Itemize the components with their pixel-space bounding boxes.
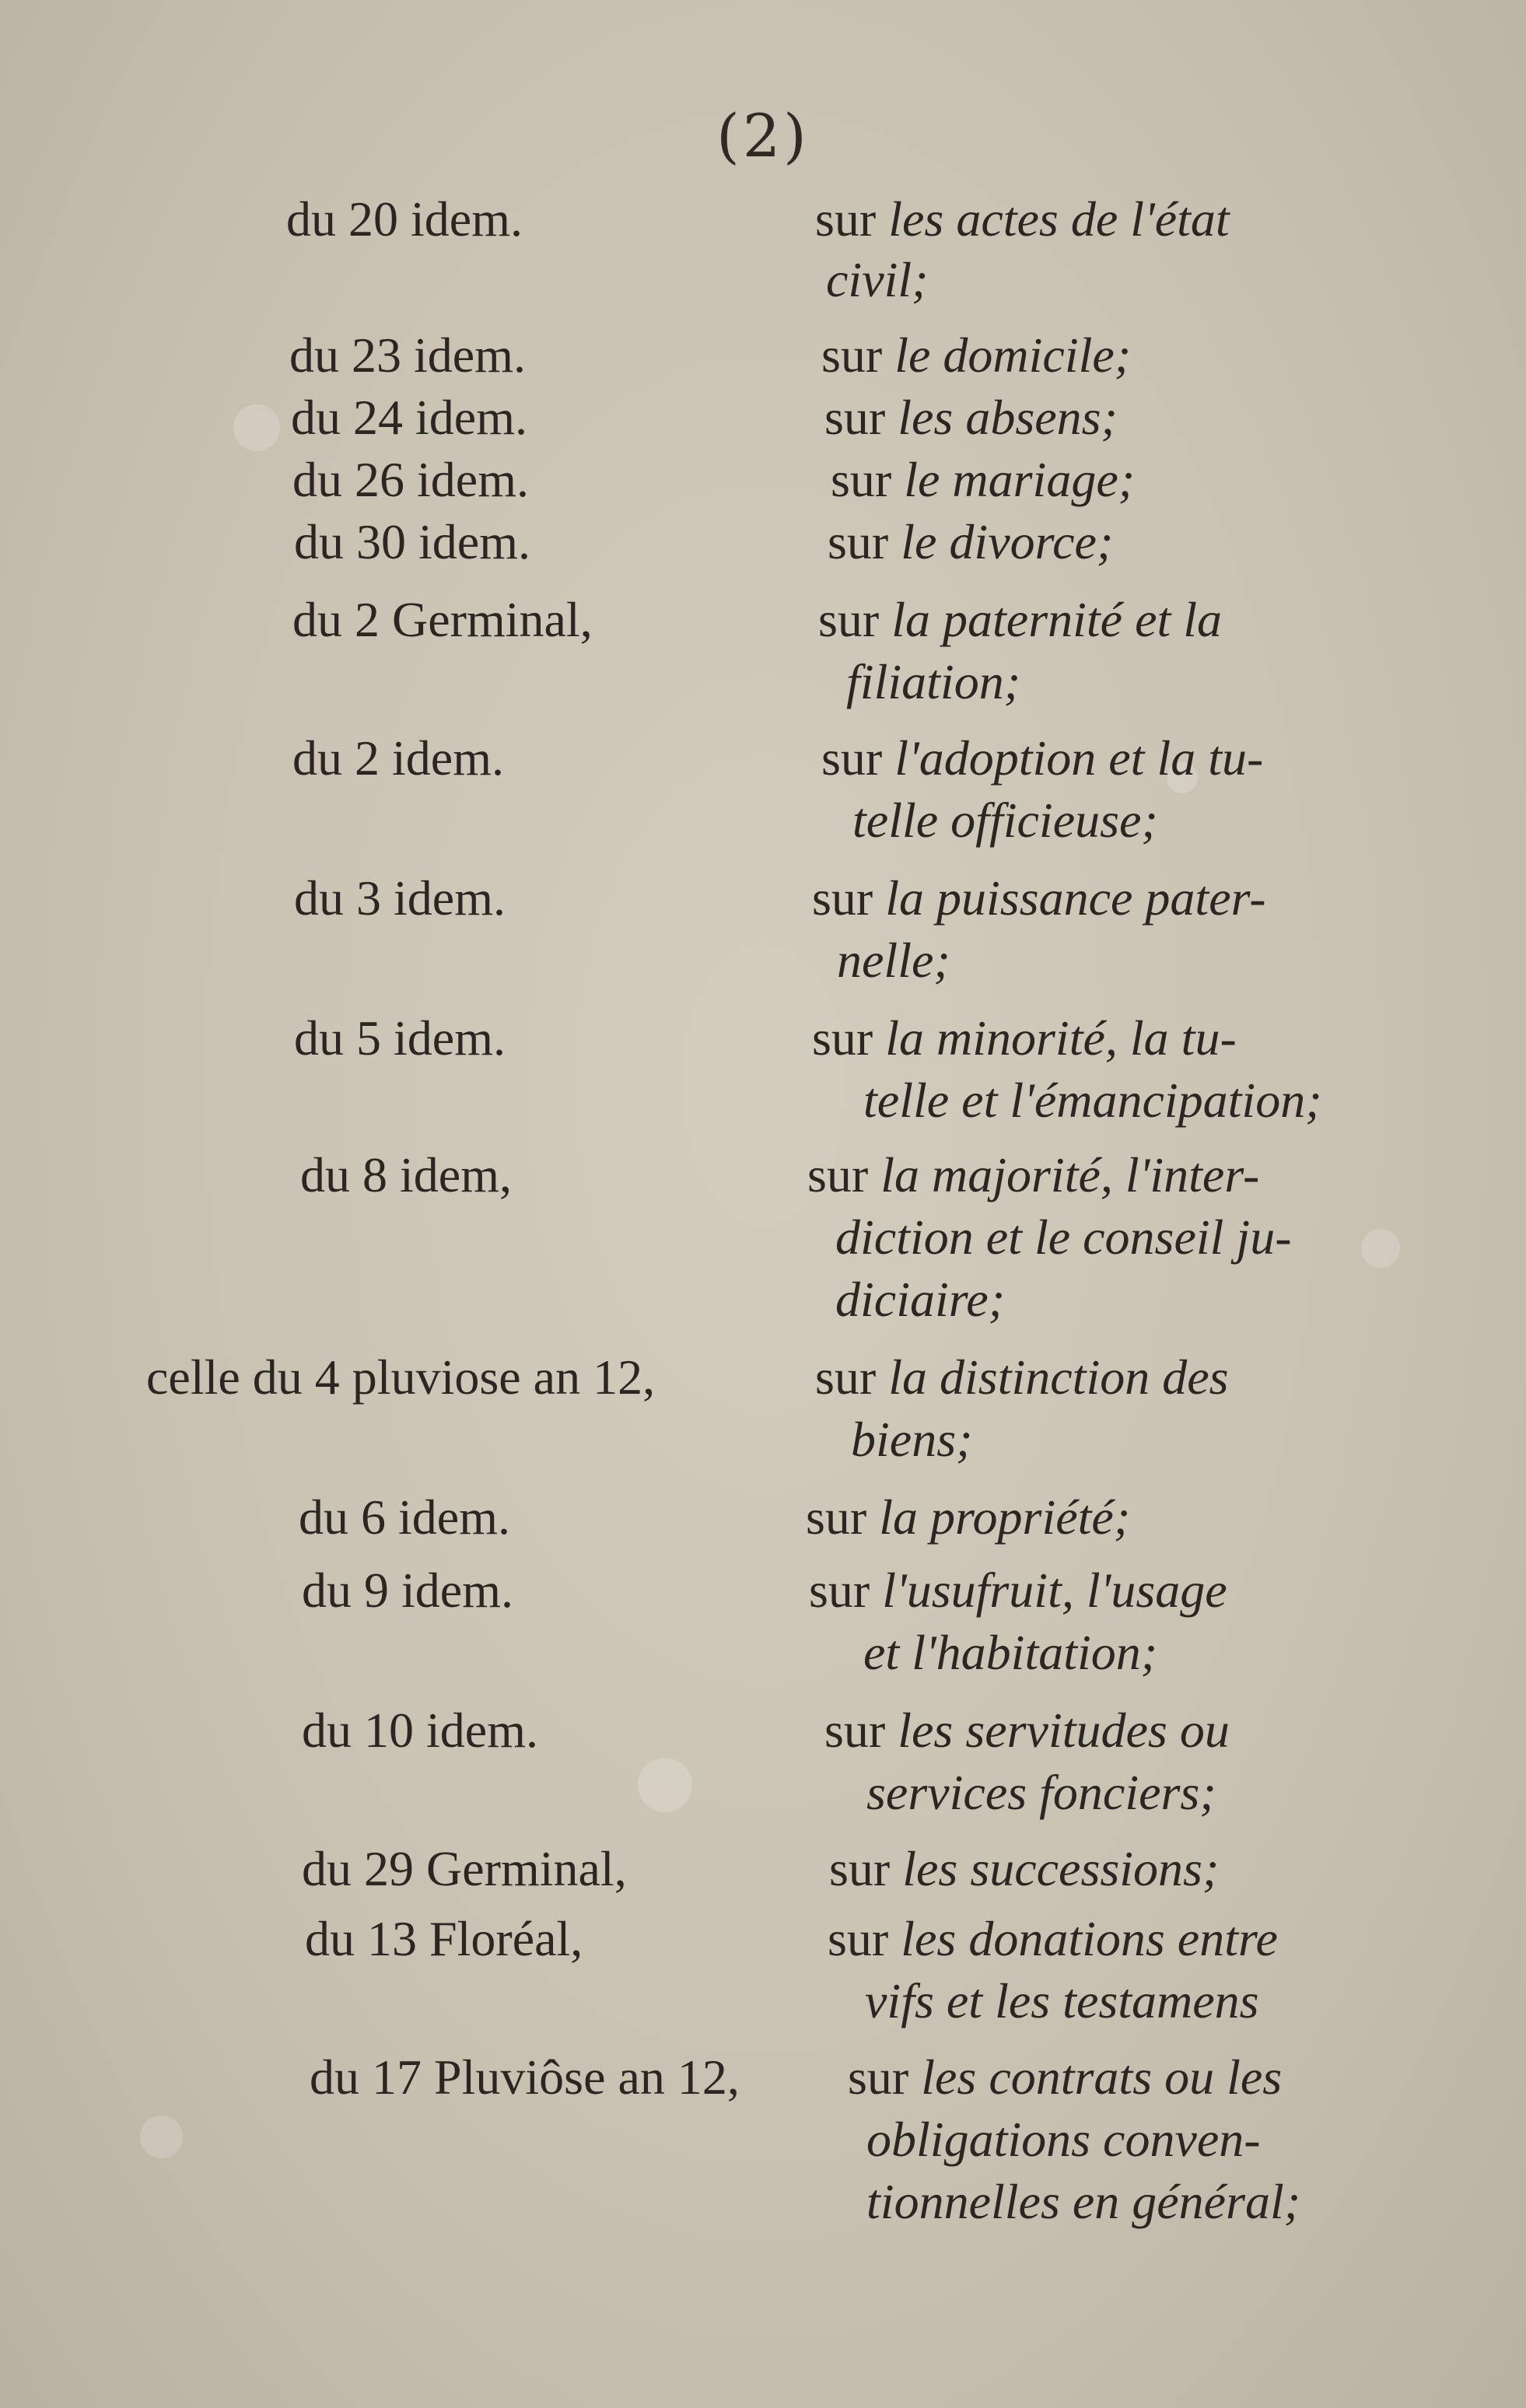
- entry-prefix: sur: [806, 1489, 867, 1545]
- entry-prefix: sur: [821, 730, 883, 786]
- entry-date: du 24 idem.: [291, 390, 527, 445]
- entry-continuation: [866, 2173, 1300, 2231]
- entry-continuation: [837, 932, 950, 989]
- entry-subject-text: les servitudes ou: [898, 1703, 1230, 1758]
- page-number: (2): [716, 101, 810, 170]
- entry-prefix: sur: [821, 327, 883, 383]
- entry-continuation-text: tionnelles en général;: [866, 2174, 1301, 2229]
- entry-prefix: sur: [824, 390, 886, 445]
- entry-subject: [829, 1840, 1219, 1898]
- entry-prefix: sur: [824, 1703, 886, 1758]
- entry-subject: [809, 1562, 1227, 1619]
- entry-subject: [821, 730, 1263, 787]
- entry-continuation-text: diciaire;: [835, 1272, 1005, 1327]
- entry-continuation-text: nelle;: [837, 933, 950, 988]
- entry-subject: [807, 1146, 1259, 1204]
- paper-speck: [140, 2116, 183, 2158]
- entry-subject-text: la majorité, l'inter-: [880, 1147, 1260, 1202]
- entry-subject-text: les contrats ou les: [921, 2049, 1283, 2105]
- entry-continuation-text: telle et l'émancipation;: [863, 1073, 1322, 1128]
- entry-prefix: sur: [818, 592, 880, 647]
- entry-date: du 30 idem.: [294, 514, 530, 569]
- paper-speck: [233, 404, 280, 451]
- paper-speck: [638, 1758, 692, 1812]
- entry-subject: [815, 1349, 1229, 1406]
- entry-continuation-text: obligations conven-: [866, 2112, 1261, 2167]
- entry-date: du 3 idem.: [294, 870, 506, 926]
- entry-subject: [824, 1702, 1230, 1759]
- entry-date: du 2 Germinal,: [292, 592, 593, 647]
- entry-continuation: [835, 1209, 1292, 1266]
- entry-subject-text: la minorité, la tu-: [885, 1010, 1237, 1066]
- entry-prefix: sur: [829, 1841, 891, 1896]
- entry-subject: [815, 191, 1230, 248]
- entry-subject: [806, 1489, 1130, 1546]
- entry-subject-text: la puissance pater-: [885, 870, 1266, 926]
- entry-subject-text: les absens;: [898, 390, 1118, 445]
- entry-subject-text: la propriété;: [879, 1489, 1131, 1545]
- entry-subject-text: le divorce;: [901, 514, 1114, 569]
- entry-subject: [818, 591, 1222, 649]
- entry-prefix: sur: [848, 2049, 909, 2105]
- entry-date: du 23 idem.: [289, 327, 526, 383]
- entry-subject-text: la distinction des: [888, 1349, 1229, 1405]
- entry-continuation: [835, 1271, 1005, 1328]
- entry-continuation: [863, 1624, 1157, 1682]
- entry-subject: [848, 2049, 1282, 2106]
- entry-subject-text: les successions;: [902, 1841, 1220, 1896]
- entry-continuation-text: diction et le conseil ju-: [835, 1209, 1292, 1265]
- entry-subject-text: le domicile;: [894, 327, 1132, 383]
- entry-date: du 29 Germinal,: [302, 1841, 627, 1896]
- entry-date: du 13 Floréal,: [305, 1911, 583, 1966]
- entry-subject: [828, 1910, 1278, 1968]
- entry-subject-text: l'adoption et la tu-: [894, 730, 1264, 786]
- entry-prefix: sur: [831, 452, 892, 507]
- entry-continuation-text: biens;: [851, 1412, 973, 1467]
- entry-prefix: sur: [812, 1010, 873, 1066]
- entry-continuation: [863, 1072, 1322, 1129]
- entry-subject-text: l'usufruit, l'usage: [882, 1563, 1227, 1618]
- entry-date: du 8 idem,: [300, 1147, 512, 1202]
- entry-date: du 9 idem.: [302, 1563, 513, 1618]
- entry-continuation: [866, 1764, 1216, 1822]
- entry-continuation-text: telle officieuse;: [852, 793, 1158, 848]
- entry-subject: [824, 389, 1118, 446]
- entry-date: du 5 idem.: [294, 1010, 506, 1066]
- entry-prefix: sur: [828, 514, 889, 569]
- entry-subject-text: les donations entre: [901, 1911, 1278, 1966]
- entry-date: celle du 4 pluviose an 12,: [146, 1349, 656, 1405]
- entry-prefix: sur: [809, 1563, 870, 1618]
- entry-continuation-text: et l'habitation;: [863, 1625, 1158, 1680]
- entry-continuation: [826, 251, 928, 309]
- entry-date: du 17 Pluviôse an 12,: [310, 2049, 740, 2105]
- entry-subject: [821, 327, 1131, 384]
- entry-subject: [812, 870, 1266, 927]
- entry-prefix: sur: [812, 870, 873, 926]
- entry-prefix: sur: [828, 1911, 889, 1966]
- entry-subject-text: le mariage;: [904, 452, 1136, 507]
- entry-subject: [812, 1010, 1237, 1067]
- entry-continuation-text: filiation;: [846, 654, 1020, 709]
- entry-prefix: sur: [807, 1147, 869, 1202]
- entry-subject: [828, 513, 1113, 571]
- entry-continuation: [846, 653, 1020, 711]
- entry-continuation: [851, 1411, 972, 1468]
- entry-prefix: sur: [815, 1349, 877, 1405]
- entry-continuation-text: civil;: [826, 252, 929, 307]
- entry-continuation: [865, 1972, 1259, 2030]
- entry-continuation-text: services fonciers;: [866, 1765, 1216, 1820]
- entry-date: du 6 idem.: [299, 1489, 510, 1545]
- entry-continuation-text: vifs et les testamens: [865, 1973, 1259, 2028]
- entry-prefix: sur: [815, 191, 877, 247]
- entry-date: du 26 idem.: [292, 452, 529, 507]
- entry-date: du 2 idem.: [292, 730, 504, 786]
- entry-subject: [831, 451, 1135, 509]
- entry-subject-text: les actes de l'état: [888, 191, 1230, 247]
- entry-date: du 10 idem.: [302, 1703, 538, 1758]
- entry-subject-text: la paternité et la: [891, 592, 1223, 647]
- entry-continuation: [866, 2111, 1261, 2168]
- entry-date: du 20 idem.: [286, 191, 523, 247]
- entry-continuation: [852, 792, 1158, 849]
- paper-speck: [1361, 1229, 1400, 1268]
